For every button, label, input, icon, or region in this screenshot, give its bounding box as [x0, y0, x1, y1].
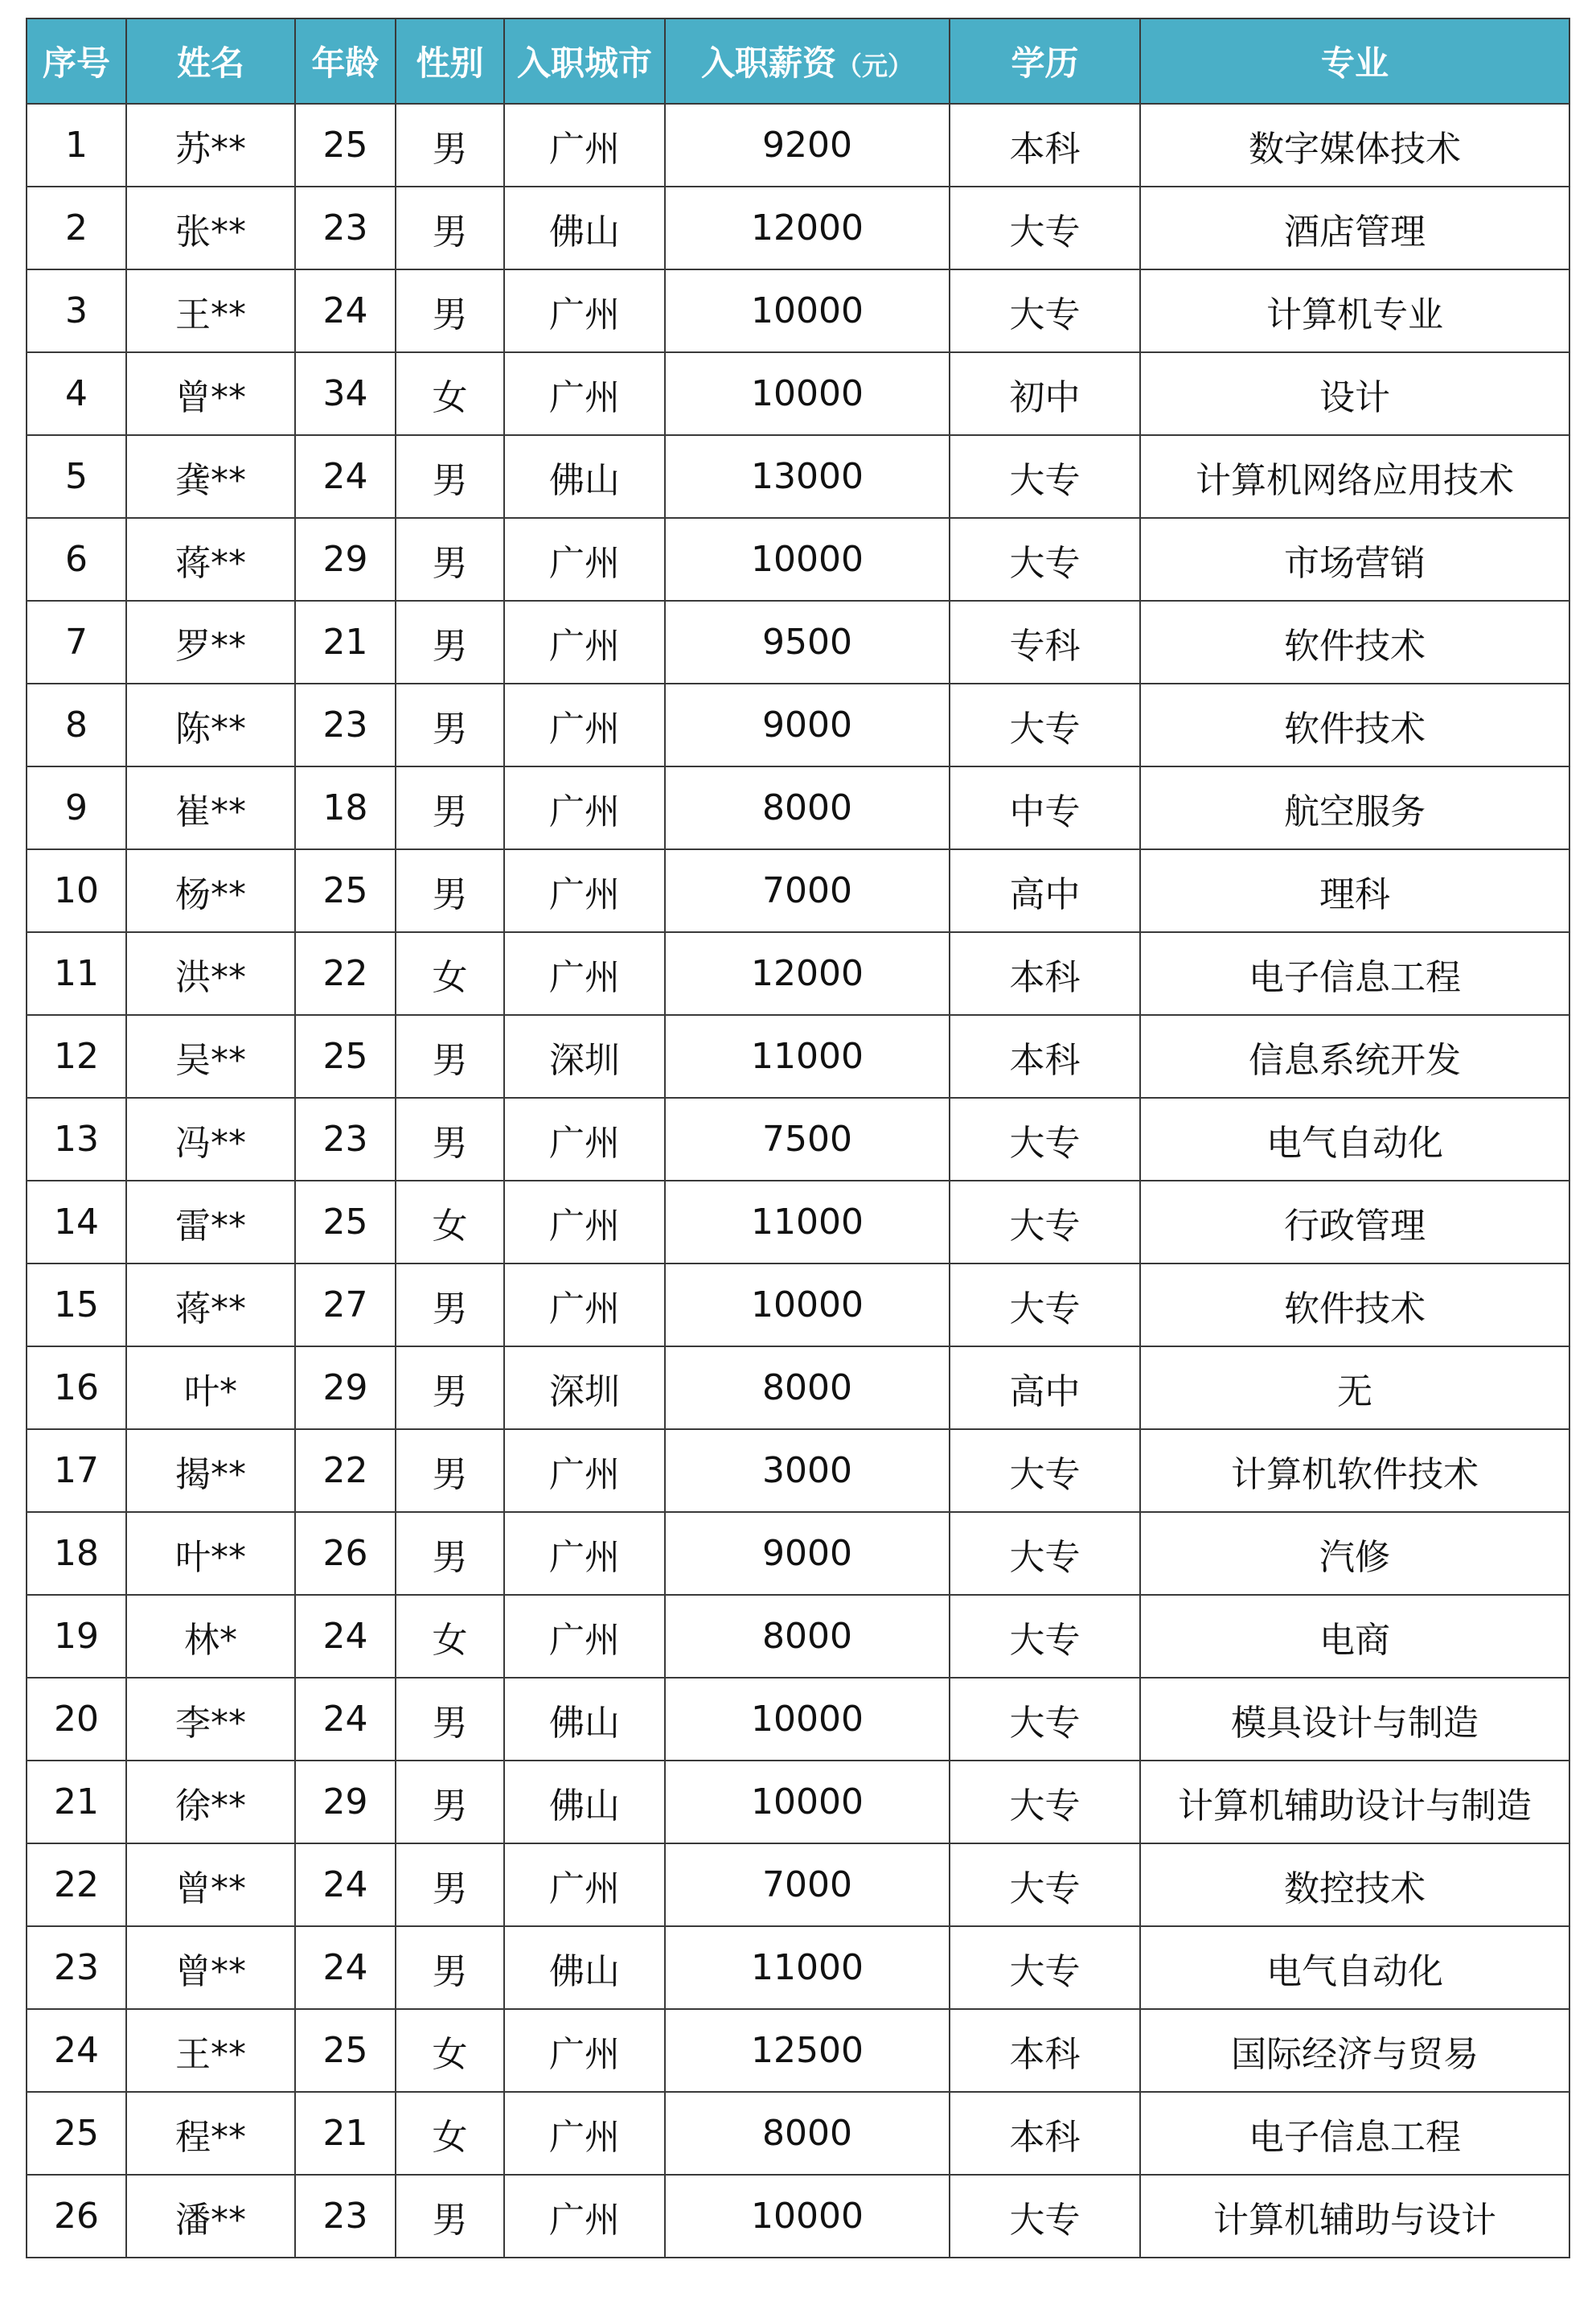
- name-cell: 冯**: [126, 1098, 295, 1181]
- major-cell: 航空服务: [1140, 766, 1569, 849]
- gender-cell: 男: [396, 269, 504, 352]
- index-cell: 8: [27, 684, 126, 766]
- major-cell: 模具设计与制造: [1140, 1678, 1569, 1761]
- education-cell: 本科: [950, 1015, 1140, 1098]
- name-cell: 叶*: [126, 1346, 295, 1429]
- salary-cell: 3000: [665, 1429, 950, 1512]
- name-cell: 徐**: [126, 1761, 295, 1843]
- table-row: [27, 1429, 1569, 1512]
- table-row: [27, 435, 1569, 518]
- city-cell: 广州: [504, 1595, 665, 1678]
- salary-cell: 7000: [665, 849, 950, 932]
- index-cell: 5: [27, 435, 126, 518]
- name-cell: 揭**: [126, 1429, 295, 1512]
- header-label: 学历: [1011, 43, 1079, 83]
- education-cell: 本科: [950, 2092, 1140, 2175]
- name-cell: 曾**: [126, 1926, 295, 2009]
- city-cell: 广州: [504, 269, 665, 352]
- gender-cell: 男: [396, 187, 504, 269]
- table-row: [27, 766, 1569, 849]
- city-cell: 广州: [504, 932, 665, 1015]
- education-cell: 大专: [950, 518, 1140, 601]
- major-cell: 信息系统开发: [1140, 1015, 1569, 1098]
- gender-cell: 男: [396, 1926, 504, 2009]
- salary-cell: 10000: [665, 1678, 950, 1761]
- salary-cell: 11000: [665, 1181, 950, 1263]
- table-row: [27, 1263, 1569, 1346]
- table-row: [27, 269, 1569, 352]
- major-cell: 电子信息工程: [1140, 932, 1569, 1015]
- index-cell: 11: [27, 932, 126, 1015]
- name-cell: 蒋**: [126, 518, 295, 601]
- salary-cell: 9500: [665, 601, 950, 684]
- gender-cell: 男: [396, 1263, 504, 1346]
- salary-cell: 12000: [665, 932, 950, 1015]
- city-cell: 佛山: [504, 1926, 665, 2009]
- age-cell: 25: [295, 1015, 396, 1098]
- salary-cell: 8000: [665, 1595, 950, 1678]
- education-cell: 高中: [950, 1346, 1140, 1429]
- education-cell: 大专: [950, 1843, 1140, 1926]
- salary-cell: 12500: [665, 2009, 950, 2092]
- major-cell: 行政管理: [1140, 1181, 1569, 1263]
- index-cell: 10: [27, 849, 126, 932]
- index-cell: 21: [27, 1761, 126, 1843]
- name-cell: 林*: [126, 1595, 295, 1678]
- city-cell: 广州: [504, 684, 665, 766]
- header-label: 年龄: [311, 43, 380, 83]
- gender-cell: 男: [396, 849, 504, 932]
- table-row: [27, 1098, 1569, 1181]
- table-row: [27, 1512, 1569, 1595]
- index-cell: 14: [27, 1181, 126, 1263]
- city-cell: 广州: [504, 352, 665, 435]
- table-row: [27, 684, 1569, 766]
- header-major: [1140, 18, 1569, 104]
- education-cell: 大专: [950, 1512, 1140, 1595]
- header-name: [126, 18, 295, 104]
- city-cell: 广州: [504, 766, 665, 849]
- table-header: [27, 18, 1569, 104]
- city-cell: 佛山: [504, 435, 665, 518]
- index-cell: 3: [27, 269, 126, 352]
- table-row: [27, 849, 1569, 932]
- employment-table: [26, 18, 1570, 2258]
- major-cell: 电气自动化: [1140, 1098, 1569, 1181]
- table-row: [27, 2009, 1569, 2092]
- age-cell: 29: [295, 1761, 396, 1843]
- gender-cell: 男: [396, 1098, 504, 1181]
- table-row: [27, 352, 1569, 435]
- table-row: [27, 1015, 1569, 1098]
- gender-cell: 男: [396, 601, 504, 684]
- gender-cell: 男: [396, 1429, 504, 1512]
- major-cell: 设计: [1140, 352, 1569, 435]
- major-cell: 理科: [1140, 849, 1569, 932]
- salary-cell: 10000: [665, 1761, 950, 1843]
- index-cell: 26: [27, 2175, 126, 2258]
- age-cell: 21: [295, 601, 396, 684]
- major-cell: 市场营销: [1140, 518, 1569, 601]
- gender-cell: 女: [396, 352, 504, 435]
- gender-cell: 男: [396, 518, 504, 601]
- salary-cell: 8000: [665, 1346, 950, 1429]
- table-row: [27, 1926, 1569, 2009]
- age-cell: 27: [295, 1263, 396, 1346]
- index-cell: 18: [27, 1512, 126, 1595]
- major-cell: 电商: [1140, 1595, 1569, 1678]
- age-cell: 25: [295, 849, 396, 932]
- gender-cell: 男: [396, 2175, 504, 2258]
- education-cell: 大专: [950, 435, 1140, 518]
- major-cell: 汽修: [1140, 1512, 1569, 1595]
- major-cell: 国际经济与贸易: [1140, 2009, 1569, 2092]
- age-cell: 25: [295, 1181, 396, 1263]
- gender-cell: 男: [396, 1512, 504, 1595]
- gender-cell: 男: [396, 1346, 504, 1429]
- age-cell: 25: [295, 2009, 396, 2092]
- city-cell: 广州: [504, 2175, 665, 2258]
- header-index: [27, 18, 126, 104]
- gender-cell: 女: [396, 2009, 504, 2092]
- name-cell: 张**: [126, 187, 295, 269]
- header-age: [295, 18, 396, 104]
- name-cell: 曾**: [126, 352, 295, 435]
- gender-cell: 女: [396, 2092, 504, 2175]
- header-city: [504, 18, 665, 104]
- education-cell: 大专: [950, 1098, 1140, 1181]
- index-cell: 1: [27, 104, 126, 187]
- index-cell: 9: [27, 766, 126, 849]
- age-cell: 23: [295, 1098, 396, 1181]
- index-cell: 13: [27, 1098, 126, 1181]
- table-row: [27, 601, 1569, 684]
- major-cell: 无: [1140, 1346, 1569, 1429]
- table-row: [27, 1761, 1569, 1843]
- name-cell: 王**: [126, 2009, 295, 2092]
- education-cell: 大专: [950, 2175, 1140, 2258]
- header-label: 专业: [1320, 43, 1389, 83]
- gender-cell: 男: [396, 1015, 504, 1098]
- header-label: 姓名: [176, 43, 244, 83]
- gender-cell: 男: [396, 684, 504, 766]
- city-cell: 广州: [504, 1098, 665, 1181]
- city-cell: 广州: [504, 1181, 665, 1263]
- name-cell: 蒋**: [126, 1263, 295, 1346]
- age-cell: 18: [295, 766, 396, 849]
- header-salary: [665, 18, 950, 104]
- table-body: [27, 104, 1569, 2258]
- name-cell: 崔**: [126, 766, 295, 849]
- name-cell: 曾**: [126, 1843, 295, 1926]
- city-cell: 广州: [504, 1843, 665, 1926]
- major-cell: 电子信息工程: [1140, 2092, 1569, 2175]
- header-salary-unit: （元）: [836, 51, 914, 81]
- city-cell: 佛山: [504, 1761, 665, 1843]
- gender-cell: 男: [396, 1761, 504, 1843]
- education-cell: 初中: [950, 352, 1140, 435]
- header-label: 入职薪资: [700, 43, 836, 83]
- table-row: [27, 1181, 1569, 1263]
- major-cell: 计算机辅助设计与制造: [1140, 1761, 1569, 1843]
- salary-cell: 10000: [665, 2175, 950, 2258]
- major-cell: 软件技术: [1140, 601, 1569, 684]
- table-row: [27, 187, 1569, 269]
- index-cell: 17: [27, 1429, 126, 1512]
- major-cell: 计算机网络应用技术: [1140, 435, 1569, 518]
- city-cell: 深圳: [504, 1015, 665, 1098]
- index-cell: 20: [27, 1678, 126, 1761]
- index-cell: 23: [27, 1926, 126, 2009]
- name-cell: 潘**: [126, 2175, 295, 2258]
- age-cell: 24: [295, 1678, 396, 1761]
- salary-cell: 13000: [665, 435, 950, 518]
- table-row: [27, 2092, 1569, 2175]
- city-cell: 广州: [504, 601, 665, 684]
- city-cell: 广州: [504, 1512, 665, 1595]
- index-cell: 16: [27, 1346, 126, 1429]
- city-cell: 广州: [504, 104, 665, 187]
- city-cell: 深圳: [504, 1346, 665, 1429]
- age-cell: 24: [295, 269, 396, 352]
- name-cell: 李**: [126, 1678, 295, 1761]
- salary-cell: 7500: [665, 1098, 950, 1181]
- age-cell: 24: [295, 1843, 396, 1926]
- city-cell: 佛山: [504, 1678, 665, 1761]
- age-cell: 23: [295, 2175, 396, 2258]
- index-cell: 4: [27, 352, 126, 435]
- name-cell: 雷**: [126, 1181, 295, 1263]
- salary-cell: 7000: [665, 1843, 950, 1926]
- gender-cell: 男: [396, 1843, 504, 1926]
- name-cell: 叶**: [126, 1512, 295, 1595]
- index-cell: 2: [27, 187, 126, 269]
- age-cell: 21: [295, 2092, 396, 2175]
- age-cell: 26: [295, 1512, 396, 1595]
- gender-cell: 女: [396, 1181, 504, 1263]
- header-label: 性别: [416, 43, 484, 83]
- gender-cell: 女: [396, 932, 504, 1015]
- age-cell: 24: [295, 435, 396, 518]
- salary-cell: 10000: [665, 1263, 950, 1346]
- index-cell: 25: [27, 2092, 126, 2175]
- city-cell: 佛山: [504, 187, 665, 269]
- major-cell: 数字媒体技术: [1140, 104, 1569, 187]
- name-cell: 洪**: [126, 932, 295, 1015]
- salary-cell: 9000: [665, 1512, 950, 1595]
- education-cell: 大专: [950, 269, 1140, 352]
- city-cell: 广州: [504, 2009, 665, 2092]
- index-cell: 6: [27, 518, 126, 601]
- salary-cell: 8000: [665, 2092, 950, 2175]
- salary-cell: 12000: [665, 187, 950, 269]
- education-cell: 专科: [950, 601, 1140, 684]
- age-cell: 23: [295, 684, 396, 766]
- age-cell: 22: [295, 932, 396, 1015]
- salary-cell: 10000: [665, 518, 950, 601]
- age-cell: 24: [295, 1926, 396, 2009]
- header-education: [950, 18, 1140, 104]
- index-cell: 22: [27, 1843, 126, 1926]
- gender-cell: 男: [396, 435, 504, 518]
- table-row: [27, 932, 1569, 1015]
- education-cell: 本科: [950, 104, 1140, 187]
- salary-cell: 10000: [665, 352, 950, 435]
- header-row: [27, 18, 1569, 104]
- education-cell: 本科: [950, 932, 1140, 1015]
- salary-cell: 9000: [665, 684, 950, 766]
- education-cell: 大专: [950, 1181, 1140, 1263]
- major-cell: 酒店管理: [1140, 187, 1569, 269]
- table-row: [27, 1843, 1569, 1926]
- employment-table-container: [26, 18, 1569, 2258]
- header-label: 入职城市: [516, 43, 652, 83]
- table-row: [27, 1595, 1569, 1678]
- name-cell: 陈**: [126, 684, 295, 766]
- name-cell: 程**: [126, 2092, 295, 2175]
- gender-cell: 男: [396, 766, 504, 849]
- salary-cell: 8000: [665, 766, 950, 849]
- table-row: [27, 2175, 1569, 2258]
- education-cell: 大专: [950, 1678, 1140, 1761]
- education-cell: 大专: [950, 1429, 1140, 1512]
- education-cell: 中专: [950, 766, 1140, 849]
- age-cell: 34: [295, 352, 396, 435]
- header-gender: [396, 18, 504, 104]
- city-cell: 广州: [504, 849, 665, 932]
- education-cell: 本科: [950, 2009, 1140, 2092]
- header-label: 序号: [42, 43, 110, 83]
- index-cell: 7: [27, 601, 126, 684]
- index-cell: 15: [27, 1263, 126, 1346]
- table-row: [27, 1678, 1569, 1761]
- age-cell: 22: [295, 1429, 396, 1512]
- major-cell: 电气自动化: [1140, 1926, 1569, 2009]
- education-cell: 大专: [950, 1263, 1140, 1346]
- salary-cell: 11000: [665, 1015, 950, 1098]
- gender-cell: 女: [396, 1595, 504, 1678]
- name-cell: 罗**: [126, 601, 295, 684]
- age-cell: 24: [295, 1595, 396, 1678]
- salary-cell: 11000: [665, 1926, 950, 2009]
- education-cell: 大专: [950, 187, 1140, 269]
- major-cell: 软件技术: [1140, 684, 1569, 766]
- table-row: [27, 104, 1569, 187]
- name-cell: 王**: [126, 269, 295, 352]
- table-row: [27, 1346, 1569, 1429]
- table-row: [27, 518, 1569, 601]
- index-cell: 19: [27, 1595, 126, 1678]
- salary-cell: 9200: [665, 104, 950, 187]
- education-cell: 大专: [950, 1926, 1140, 2009]
- education-cell: 大专: [950, 684, 1140, 766]
- index-cell: 24: [27, 2009, 126, 2092]
- name-cell: 吴**: [126, 1015, 295, 1098]
- major-cell: 计算机专业: [1140, 269, 1569, 352]
- age-cell: 29: [295, 1346, 396, 1429]
- major-cell: 计算机软件技术: [1140, 1429, 1569, 1512]
- city-cell: 广州: [504, 2092, 665, 2175]
- salary-cell: 10000: [665, 269, 950, 352]
- age-cell: 25: [295, 104, 396, 187]
- index-cell: 12: [27, 1015, 126, 1098]
- major-cell: 软件技术: [1140, 1263, 1569, 1346]
- name-cell: 杨**: [126, 849, 295, 932]
- education-cell: 高中: [950, 849, 1140, 932]
- name-cell: 龚**: [126, 435, 295, 518]
- name-cell: 苏**: [126, 104, 295, 187]
- major-cell: 计算机辅助与设计: [1140, 2175, 1569, 2258]
- age-cell: 29: [295, 518, 396, 601]
- city-cell: 广州: [504, 1263, 665, 1346]
- age-cell: 23: [295, 187, 396, 269]
- gender-cell: 男: [396, 1678, 504, 1761]
- gender-cell: 男: [396, 104, 504, 187]
- city-cell: 广州: [504, 518, 665, 601]
- education-cell: 大专: [950, 1595, 1140, 1678]
- education-cell: 大专: [950, 1761, 1140, 1843]
- major-cell: 数控技术: [1140, 1843, 1569, 1926]
- city-cell: 广州: [504, 1429, 665, 1512]
